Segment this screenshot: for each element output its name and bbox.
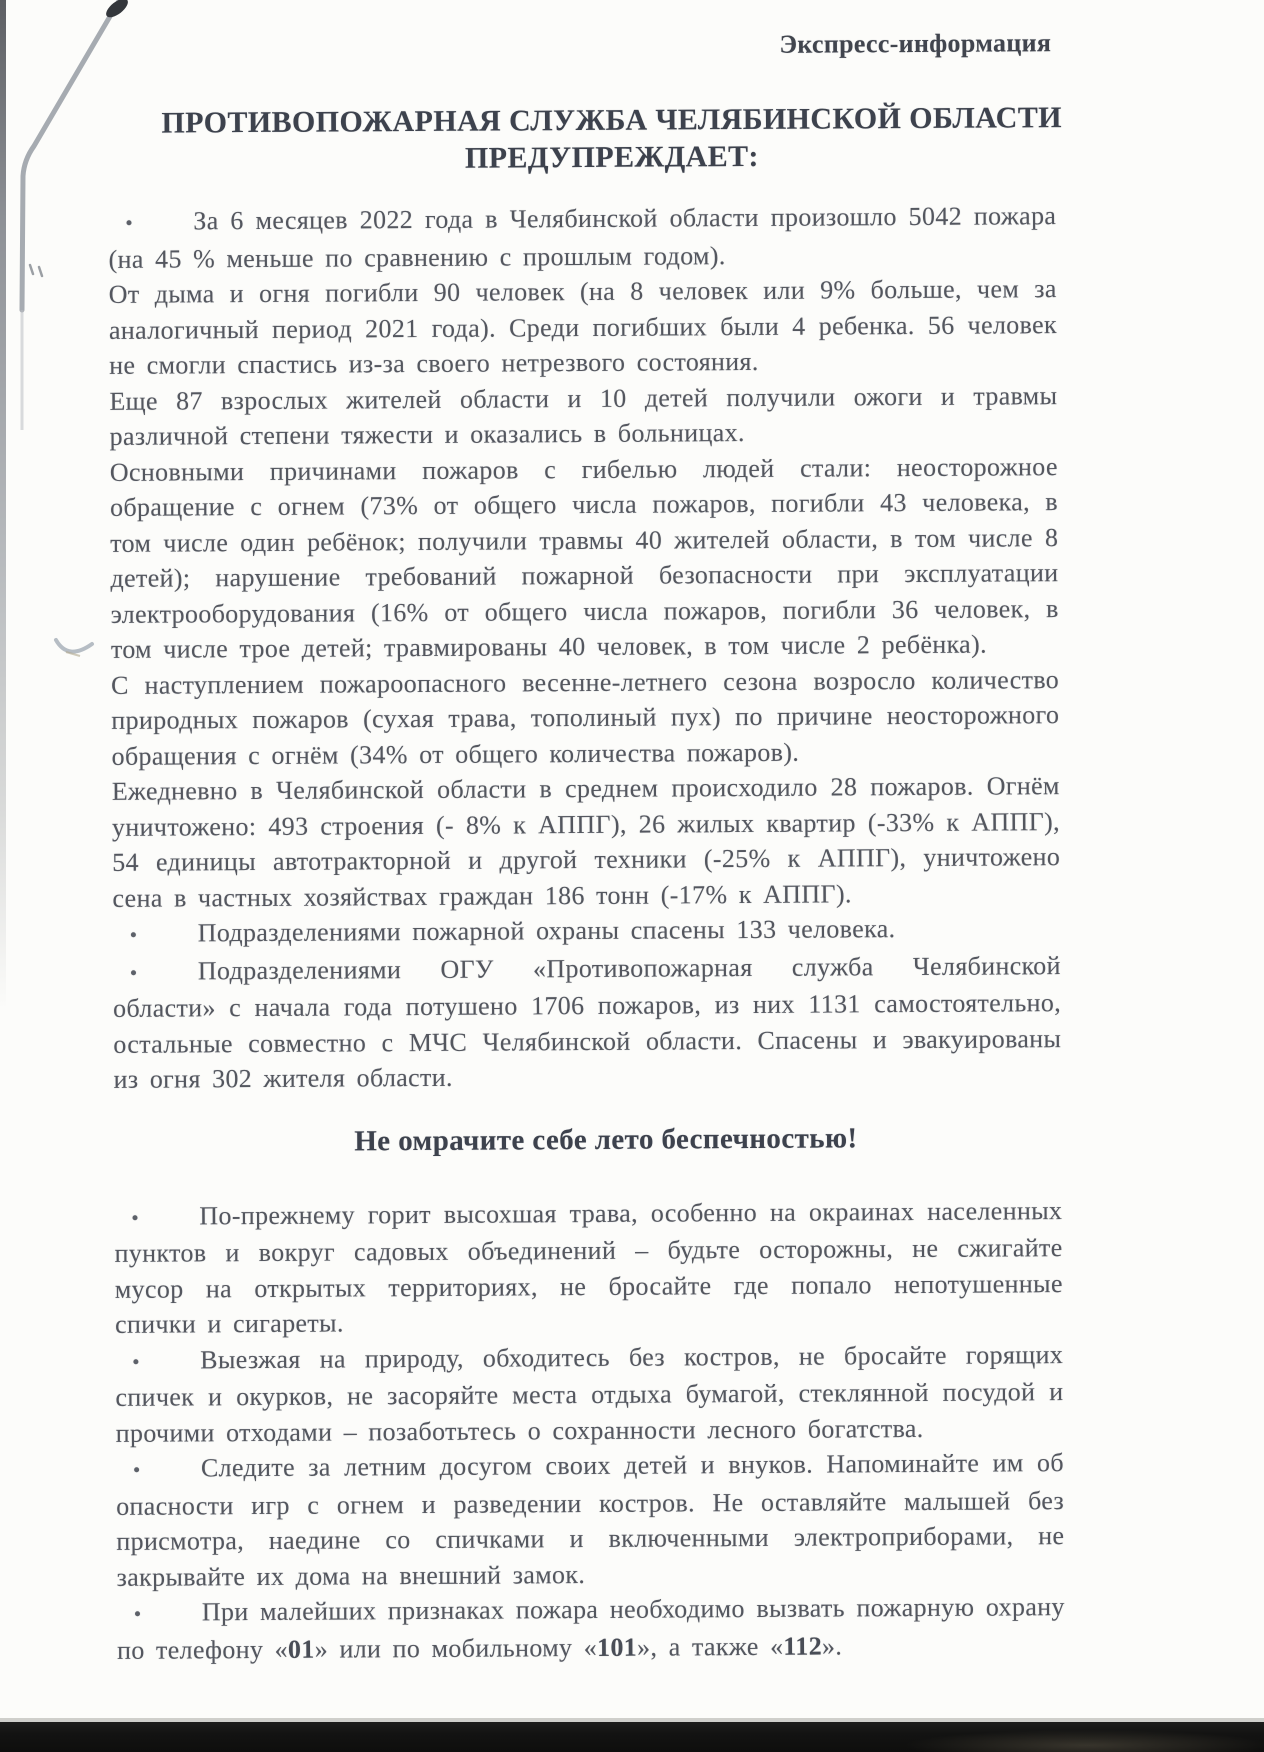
paragraph-text: », а также « — [637, 1631, 784, 1662]
document-title — [138, 99, 1086, 179]
paragraph-text: Подразделениями пожарной охраны спасены 133 человека. — [197, 914, 896, 948]
fold-crease-line — [22, 1, 119, 310]
bullet-marker: • — [133, 1601, 142, 1626]
paragraph-text: » или по мобильному « — [314, 1632, 598, 1664]
paragraph-text: При малейших признаках пожара необходимо вызвать пожарную охрану по телефону « — [116, 1592, 1065, 1665]
statistics-section — [108, 198, 1061, 1097]
paragraph — [110, 449, 1059, 668]
bullet-marker: • — [132, 1349, 141, 1374]
paragraph-text: Ежедневно в Челябинской области в среднем происходило 28 пожаров. Огнём уничтожено: 493 строения (- 8% к АППГ), 26 жилых квартир (-33% к АППГ), 54 единицы автотракторной и другой техники (-25% к АППГ), уничтожено сена в частных хозяйствах граждан 186 тонн (-17% к АППГ). — [111, 771, 1061, 913]
paragraph-text: По-прежнему горит высохшая трава, особенно на окраинах населенных пунктов и вокруг садовых объединений – будьте осторожны, не сжигайте мусор на открытых территориях, не бросайте где попало непотушенные спички и сигареты. — [114, 1195, 1063, 1339]
document-title-line2: ПРЕДУПРЕЖДАЕТ: — [464, 139, 759, 175]
express-info-label: Экспресс-информация — [779, 28, 1052, 59]
pen-tick-mark — [56, 640, 92, 652]
emergency-numbers-paragraph — [117, 1589, 1065, 1668]
advice-section — [114, 1193, 1065, 1668]
bulleted-paragraph — [113, 910, 1061, 953]
scanner-band-bottom — [0, 1722, 1264, 1752]
paragraph-text: Основными причинами пожаров с гибелью людей стали: неосторожное обращение с огнем (73% от общего числа пожаров, погибли 43 человека, в том числе один ребёнок; получили травмы 40 жителей области, в том числе 8 детей); нарушение требований пожарной безопасности при эксплуатации электрооборудования (16% от общего числа пожаров, погибли 36 человек, в том числе трое детей; травмированы 40 человек, в том числе 2 ребёнка). — [109, 451, 1059, 664]
bulleted-paragraph — [113, 948, 1062, 1098]
bulleted-paragraph — [108, 198, 1056, 277]
ink-speck — [30, 265, 42, 276]
paragraph-text: Выезжая на природу, обходитесь без костров, не бросайте горящих спичек и окурков, не засоряйте места отдыха бумагой, стеклянной посудой и прочими отходами – позаботьтесь о сохранности лесного богатства. — [115, 1339, 1064, 1448]
paragraph-text: Еще 87 взрослых жителей области и 10 детей получили ожоги и травмы различной степени тяжести и оказались в больницах. — [109, 380, 1058, 451]
paragraph-text: За 6 месяцев 2022 года в Челябинской области произошло 5042 пожара (на 45 % меньше по сравнению с прошлым годом). — [108, 201, 1057, 274]
phone-number-01: 01 — [287, 1634, 315, 1664]
bullet-marker: • — [125, 210, 134, 235]
paragraph-text: От дыма и огня погибли 90 человек (на 8 человек или 9% больше, чем за аналогичный период 2021 года). Среди погибших были 4 ребенка. 56 человек не смогли спастись из-за своего нетрезвого состояния. — [108, 274, 1058, 380]
phone-number-101: 101 — [596, 1632, 638, 1662]
paragraph — [109, 378, 1057, 455]
paragraph-text: С наступлением пожароопасного весенне-летнего сезона возросло количество природных пожаров (сухая трава, тополиный пух) по причине неосторожного обращения с огнём (34% от общего количества пожаров). — [111, 664, 1060, 771]
paragraph-text: Подразделениями ОГУ «Противопожарная служба Челябинской области» с начала года потушено 1706 пожаров, из них 1131 самостоятельно, остальные совместно с МЧС Челябинской области. Спасены и эвакуированы из огня 302 жителя области. — [113, 950, 1062, 1094]
bullet-marker: • — [129, 922, 138, 947]
pen-tick-mark-shadow — [66, 652, 80, 656]
section-subheading: Не омрачите себе лето беспечностью! — [354, 1121, 858, 1157]
scanner-edge-shadow-left — [0, 0, 6, 1010]
paragraph — [109, 271, 1058, 383]
paragraph-text: Следите за летним досугом своих детей и внуков. Напоминайте им об опасности игр с огнем и разведении костров. Не оставляйте малышей без присмотра, наедине со спичками и включенными электроприборами, не закрывайте их дома на внешний замок. — [116, 1448, 1065, 1592]
phone-number-112: 112 — [783, 1631, 823, 1661]
bulleted-paragraph — [114, 1193, 1063, 1343]
bullet-marker: • — [129, 960, 138, 985]
paragraph-text: ». — [821, 1630, 843, 1661]
bulleted-paragraph — [115, 1337, 1064, 1451]
document-content — [107, 0, 1065, 1668]
bullet-marker: • — [131, 1205, 140, 1230]
bulleted-paragraph — [116, 1445, 1065, 1595]
document-title-line1: ПРОТИВОПОЖАРНАЯ СЛУЖБА ЧЕЛЯБИНСКОЙ ОБЛАСТИ — [161, 101, 1063, 140]
bullet-marker: • — [132, 1457, 141, 1482]
paragraph — [112, 768, 1061, 916]
paragraph — [111, 662, 1060, 774]
